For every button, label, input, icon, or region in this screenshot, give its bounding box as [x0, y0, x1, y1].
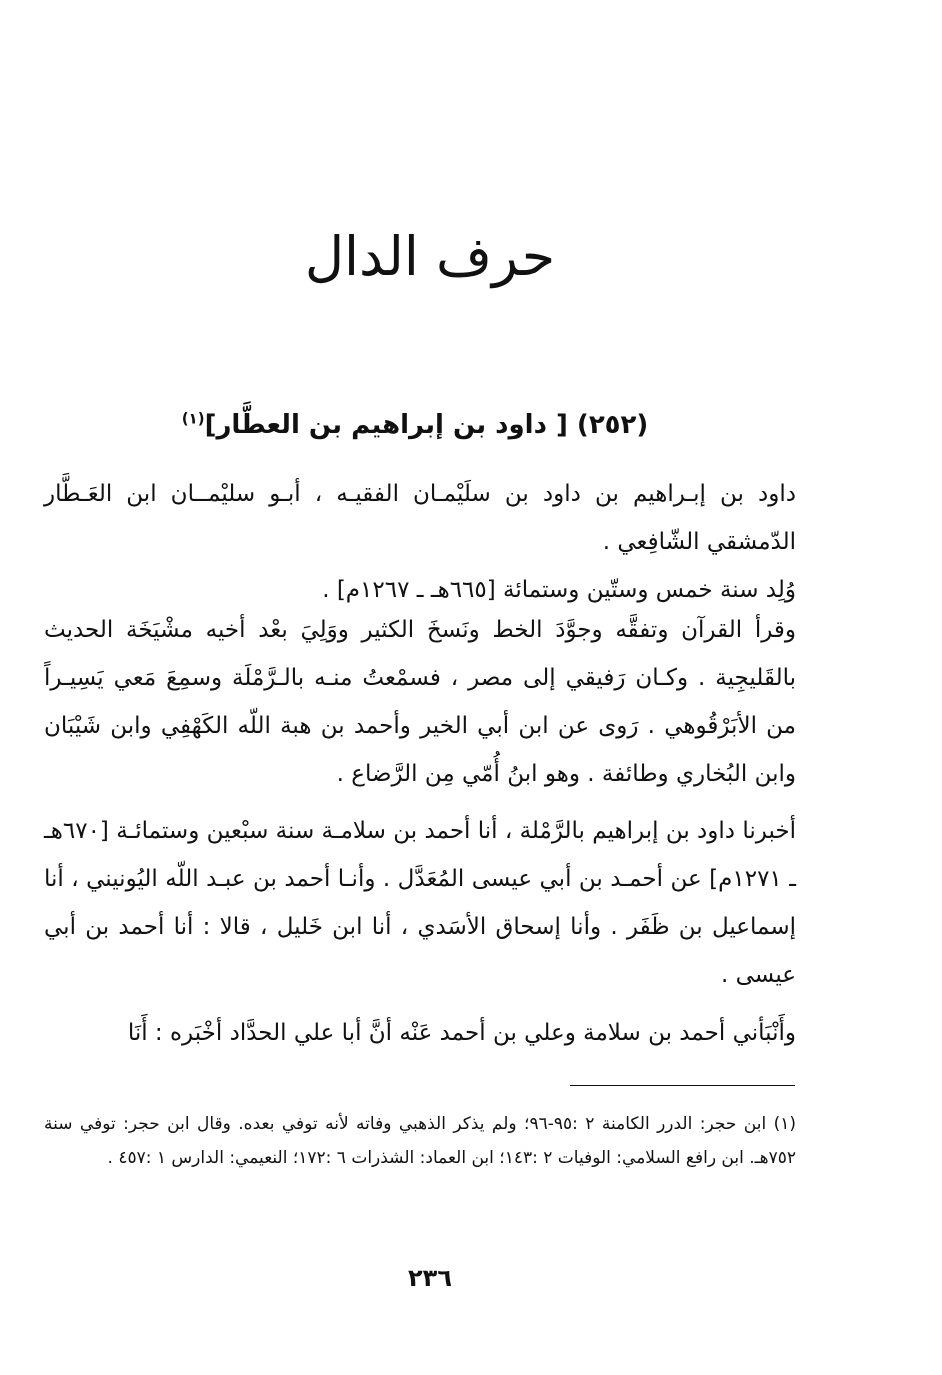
footnote: (١) ابن حجر: الدرر الكامنة ٢ :٩٥-٩٦؛ ولم يذكر الذهبي وفاته لأنه توفي بعده. وقال ابن حجر: توفي سنة ٧٥٢هـ. ابن رافع السلامي: الوفيات ٢ :١٤٣؛ ابن العماد: الشذرات ٦ :١٧٢؛ النعيمي: الدارس ١ :٤٥٧ .: [44, 1114, 797, 1168]
entry-heading-text: (٢٥٢) [ داود بن إبراهيم بن العطَّار]: [204, 410, 649, 440]
footnote-reference: (١): [181, 409, 205, 428]
paragraph-name-lineage: داود بن إبـراهيم بن داود بن سلَيْمـان الفقيـه ، أبـو سليْمــان ابن العَـطَّار الدّمشقي الشّافِعي .: [44, 481, 796, 555]
footnote-divider: [570, 1085, 795, 1086]
chapter-title: حرف الدال: [304, 225, 556, 288]
page-number: ٢٣٦: [408, 1264, 452, 1292]
entry-heading: [180, 405, 650, 445]
paragraph-continuation: وأَنْبَأني أحمد بن سلامة وعلي بن أحمد عَنْه أنَّ أبا علي الحدَّاد أخْبَره : أَنَا: [127, 1020, 796, 1046]
paragraph-isnad: أخبرنا داود بن إبراهيم بالرَّمْلة ، أنا أحمد بن سلامـة سنة سبْعين وستمائـة [٦٧٠هـ ـ ١٢٧١م] عن أحمـد بن أبي عيسى المُعَدَّل . وأنـا أحمد بن عبـد اللّه اليُونيني ، أنا إسماعيل بن ظَفَر . وأنا إسحاق الأسَدي ، أنا ابن خَليل ، قالا : أنا أحمد بن أبي عيسى .: [43, 818, 796, 988]
paragraph-biography: وقرأ القرآن وتفقَّه وجوَّدَ الخط ونَسخَ الكثير ووَلِيَ بعْد أخيه مشْيَخَة الحديث بالقَليجِية . وكـان رَفيقي إلى مصر ، فسمْعتُ منـه بالـرَّمْلَة وسمِعَ مَعي يَسِيـراً من الأبَرْقُوهي . رَوى عن ابن أبي الخير وأحمد بن هبة اللّه الكَهْفِي وابن شَيْبَان وابن البُخاري وطائفة . وهو ابنُ أُمّي مِن الرَّضاع .: [44, 617, 796, 787]
paragraph-birth-date: وُلِد سنة خمس وستّين وستمائة [٦٦٥هـ ـ ١٢٦٧م] .: [322, 577, 796, 603]
